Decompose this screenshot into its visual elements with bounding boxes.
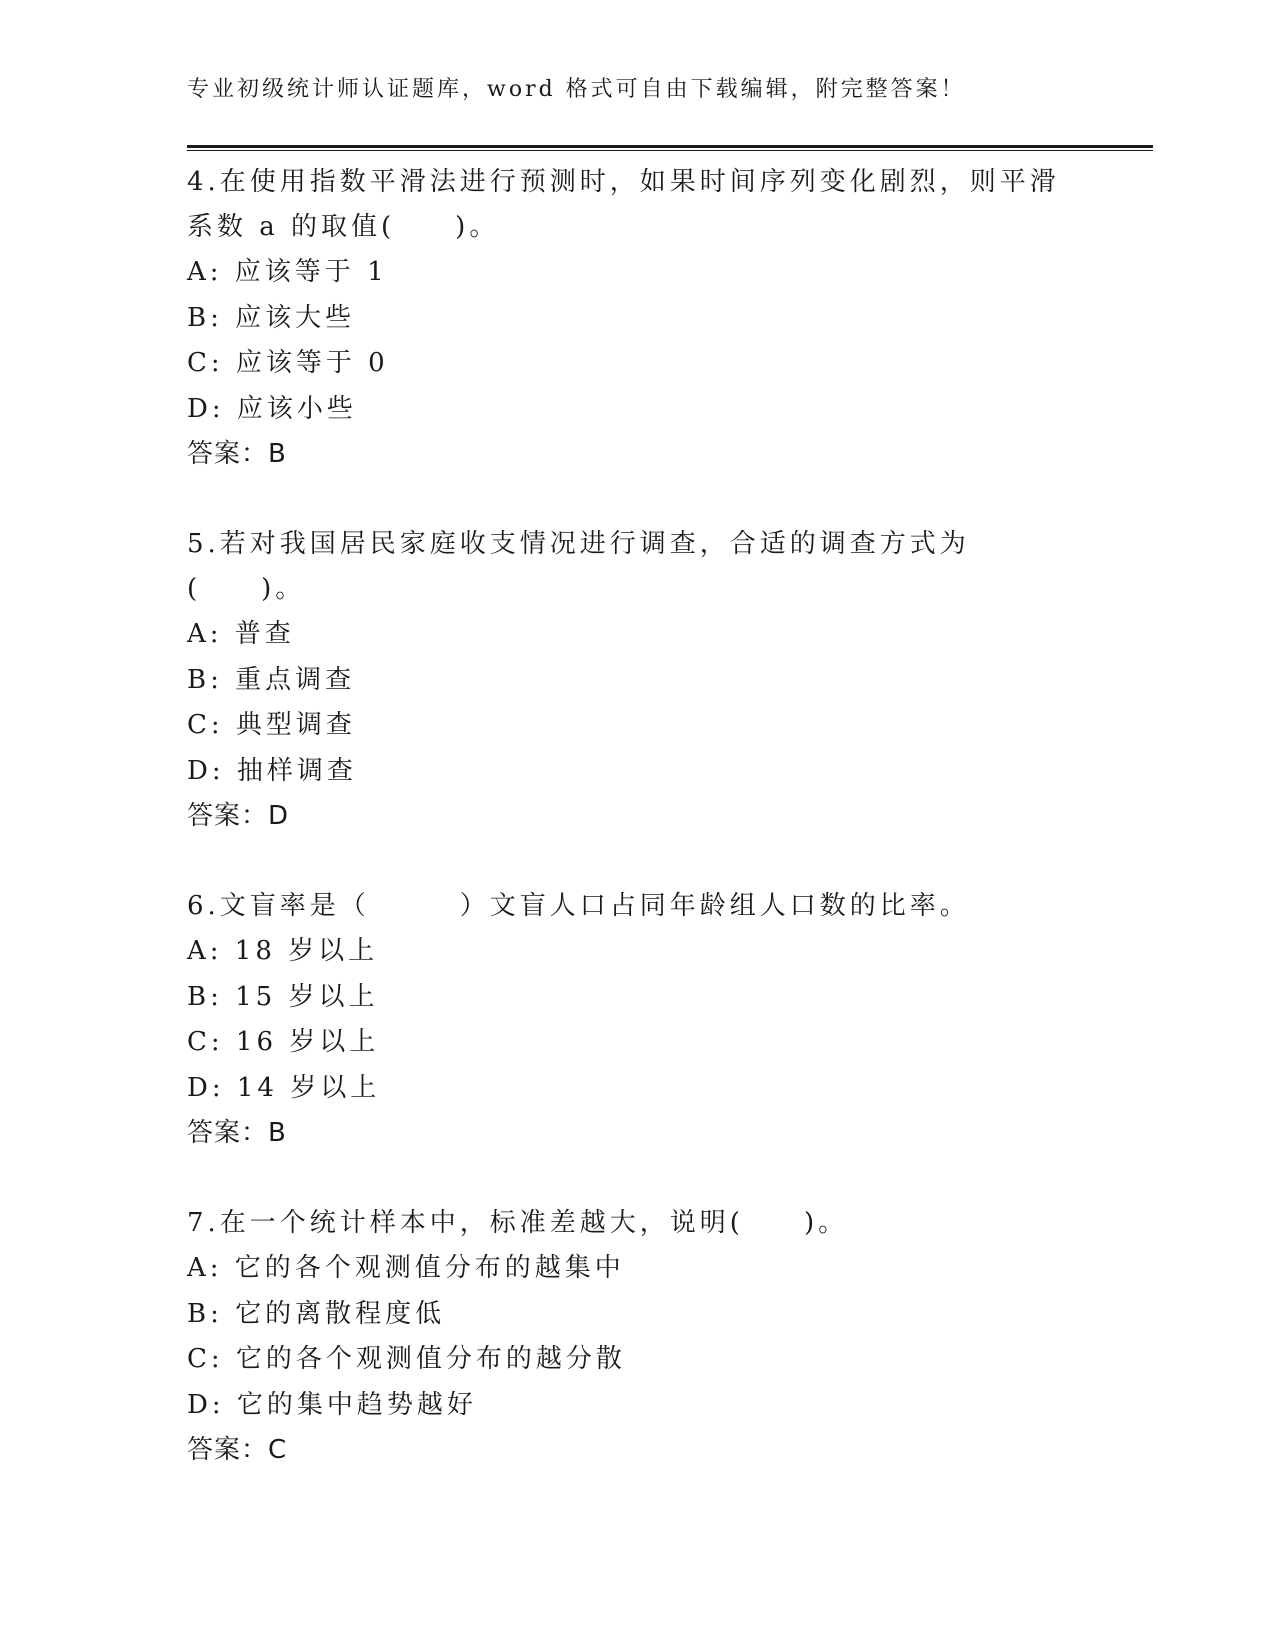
option-d: D: 抽样调查 [187,755,357,786]
question-7 [187,1201,1087,1474]
option-a: A: 应该等于 1 [187,257,388,287]
option-c: C: 16 岁以上 [187,1027,380,1058]
question-text: 7.在一个统计样本中，标准差越大，说明( )。 [187,1207,849,1238]
question-text: 6.文盲率是（ ）文盲人口占同年龄组人口数的比率。 [187,890,970,921]
option-b: B: 重点调查 [187,664,356,695]
option-a: A: 普查 [187,618,295,649]
answer: 答案：B [187,439,287,470]
answer: 答案：D [187,801,290,832]
option-a: A: 18 岁以上 [187,935,379,966]
question-5 [187,522,1087,840]
header-rule-thin [187,150,1153,151]
option-b: B: 应该大些 [187,302,356,333]
option-c: C: 典型调查 [187,710,356,741]
header-rule-thick [187,145,1153,148]
option-c: C: 它的各个观测值分布的越分散 [187,1344,626,1375]
question-4 [187,160,1087,478]
answer: 答案：B [187,1118,287,1149]
header-text: 专业初级统计师认证题库，word 格式可自由下载编辑，附完整答案！ [187,77,966,102]
option-d: D: 14 岁以上 [187,1072,381,1103]
option-a: A: 它的各个观测值分布的越集中 [187,1252,625,1283]
question-text: 4.在使用指数平滑法进行预测时，如果时间序列变化剧烈，则平滑系数 a 的取值( )。 [187,167,1060,242]
question-text: 5.若对我国居民家庭收支情况进行调查，合适的调查方式为( )。 [187,528,970,604]
option-b: B: 15 岁以上 [187,981,379,1012]
answer: 答案：C [187,1435,288,1466]
option-c: C: 应该等于 0 [187,348,389,379]
option-d: D: 应该小些 [187,393,357,424]
question-list [187,160,1087,1518]
option-d: D: 它的集中趋势越好 [187,1389,477,1420]
question-6 [187,884,1087,1157]
option-b: B: 它的离散程度低 [187,1298,446,1329]
